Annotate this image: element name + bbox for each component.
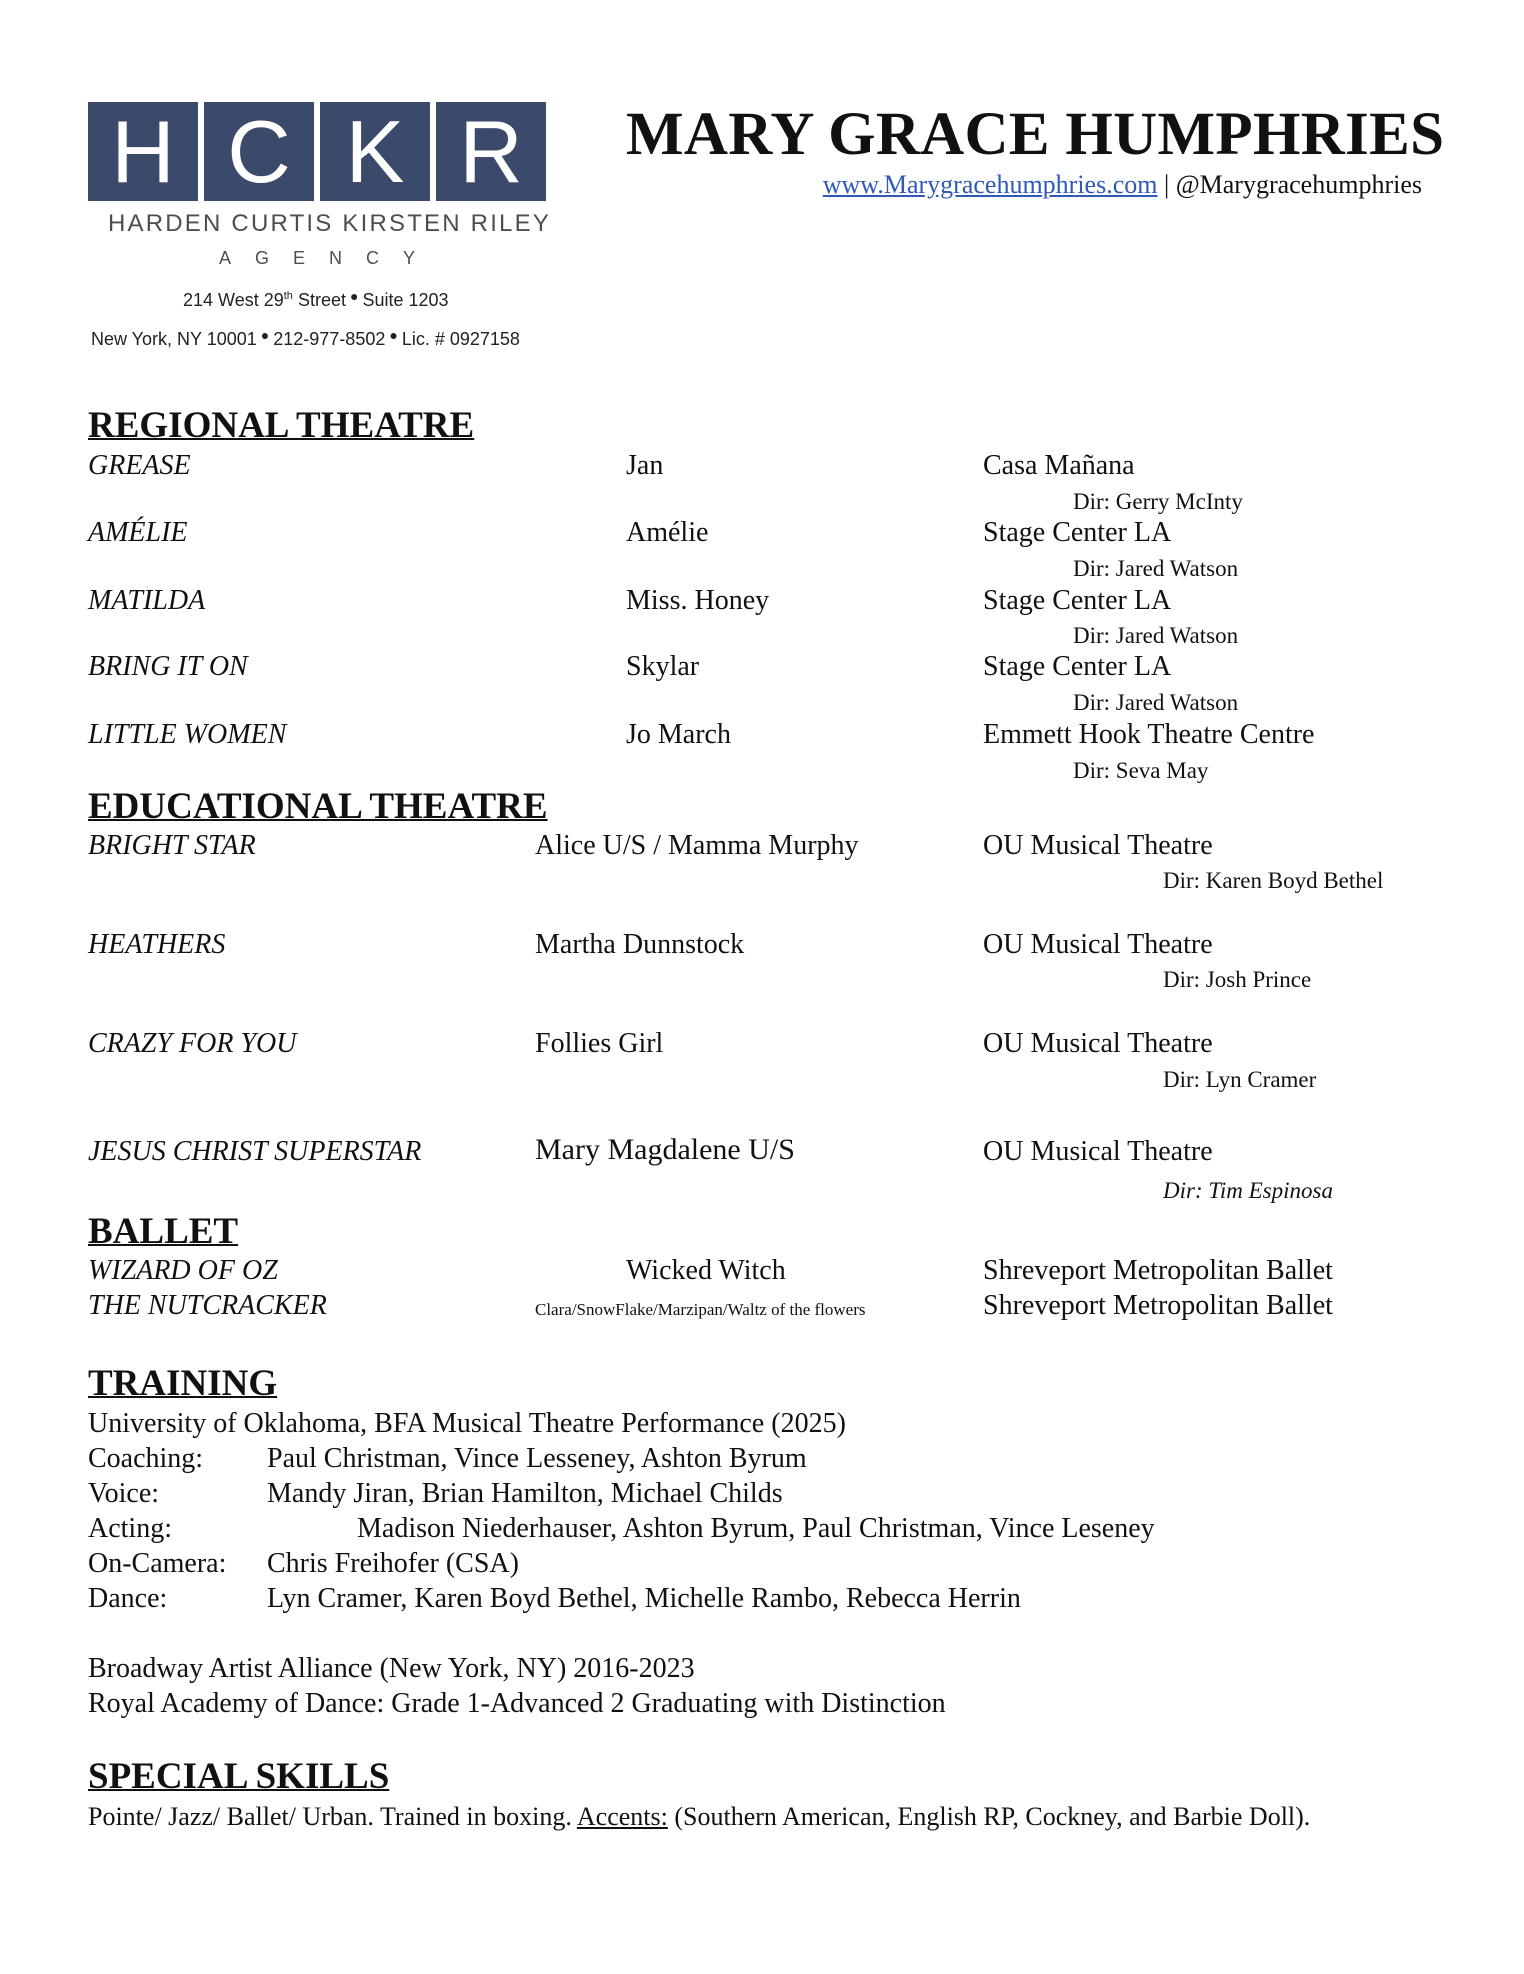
training-value: Madison Niederhauser, Ashton Byrum, Paul Christman, Vince Leseney [357, 1513, 1155, 1544]
agency-logo [88, 101, 552, 268]
contact-line: www.Marygracehumphries.com | @Marygracehumphries [822, 170, 1422, 199]
credit-venue: OU Musical Theatre [983, 830, 1213, 861]
credit-show: BRIGHT STAR [88, 830, 256, 861]
credit-director: Dir: Tim Espinosa [1163, 1178, 1333, 1203]
agency-name: HARDEN CURTIS KIRSTEN RILEY [108, 210, 552, 237]
training-label: Voice: [88, 1478, 160, 1509]
credit-venue: Shreveport Metropolitan Ballet [983, 1290, 1333, 1321]
credit-show: CRAZY FOR YOU [88, 1028, 297, 1059]
agency-sub: AGENCY [219, 248, 440, 268]
training-label: Acting: [88, 1513, 172, 1544]
credit-show: LITTLE WOMEN [88, 719, 287, 750]
credit-director: Dir: Jared Watson [1073, 690, 1239, 715]
social-handle: @Marygracehumphries [1175, 170, 1422, 199]
credit-role: Mary Magdalene U/S [535, 1133, 795, 1166]
credit-role: Clara/SnowFlake/Marzipan/Waltz of the flowers [535, 1300, 866, 1319]
credit-show: THE NUTCRACKER [88, 1290, 327, 1321]
logo-letter-c: C [204, 102, 314, 201]
credit-role: Follies Girl [535, 1028, 664, 1059]
credit-show: JESUS CHRIST SUPERSTAR [88, 1136, 422, 1167]
credit-show: AMÉLIE [88, 517, 188, 548]
training-extra: Royal Academy of Dance: Grade 1-Advanced 2 Graduating with Distinction [88, 1688, 946, 1719]
credit-role: Martha Dunnstock [535, 929, 745, 960]
credit-director: Dir: Jared Watson [1073, 556, 1239, 581]
credit-show: WIZARD OF OZ [88, 1255, 278, 1286]
actor-name: MARY GRACE HUMPHRIES [626, 101, 1445, 168]
training-value: Mandy Jiran, Brian Hamilton, Michael Childs [267, 1478, 783, 1509]
credit-venue: Stage Center LA [983, 517, 1172, 548]
credit-director: Dir: Seva May [1073, 758, 1209, 783]
logo-letter-h: H [88, 102, 198, 201]
credit-role: Amélie [626, 517, 709, 548]
credit-show: BRING IT ON [88, 651, 248, 682]
section-special-skills: SPECIAL SKILLS [88, 1756, 390, 1797]
credit-role: Miss. Honey [626, 585, 770, 616]
credit-role: Skylar [626, 651, 700, 682]
skills-text: Pointe/ Jazz/ Ballet/ Urban. Trained in boxing. Accents: (Southern American, English RP, Cockney, and Barbie Doll). [88, 1802, 1311, 1831]
credit-venue: OU Musical Theatre [983, 1028, 1213, 1059]
logo-letter-k: K [320, 102, 430, 201]
logo-letter-r: R [436, 102, 546, 201]
credit-role: Jo March [626, 719, 731, 750]
credit-role: Alice U/S / Mamma Murphy [535, 830, 859, 861]
credit-role: Jan [626, 450, 664, 481]
credit-venue: OU Musical Theatre [983, 929, 1213, 960]
training-value: Paul Christman, Vince Lesseney, Ashton Byrum [267, 1443, 807, 1474]
website-link[interactable]: www.Marygracehumphries.com [822, 170, 1158, 199]
credit-role: Wicked Witch [626, 1255, 786, 1286]
credit-director: Dir: Jared Watson [1073, 623, 1239, 648]
training-label: Dance: [88, 1583, 168, 1614]
section-ballet: BALLET [88, 1211, 239, 1252]
credit-venue: Shreveport Metropolitan Ballet [983, 1255, 1333, 1286]
agency-address-line1: 214 West 29th Street ● Suite 1203 [183, 288, 449, 310]
credit-show: GREASE [88, 450, 191, 481]
credit-director: Dir: Lyn Cramer [1163, 1067, 1317, 1092]
agency-address-line2: New York, NY 10001 ● 212-977-8502 ● Lic. # 0927158 [91, 327, 520, 349]
credit-director: Dir: Josh Prince [1163, 967, 1312, 992]
section-educational-theatre: EDUCATIONAL THEATRE [88, 786, 548, 827]
credit-venue: Casa Mañana [983, 450, 1135, 481]
credit-show: MATILDA [88, 585, 206, 616]
section-training: TRAINING [88, 1363, 278, 1404]
credit-director: Dir: Karen Boyd Bethel [1163, 868, 1384, 893]
training-degree: University of Oklahoma, BFA Musical Theatre Performance (2025) [88, 1408, 846, 1439]
credit-venue: Stage Center LA [983, 651, 1172, 682]
training-label: Coaching: [88, 1443, 204, 1474]
credit-venue: Stage Center LA [983, 585, 1172, 616]
credit-venue: OU Musical Theatre [983, 1136, 1213, 1167]
credit-venue: Emmett Hook Theatre Centre [983, 719, 1315, 750]
training-value: Chris Freihofer (CSA) [267, 1548, 519, 1579]
credit-director: Dir: Gerry McInty [1073, 489, 1243, 514]
training-extra: Broadway Artist Alliance (New York, NY) 2016-2023 [88, 1653, 695, 1684]
section-regional-theatre: REGIONAL THEATRE [88, 405, 475, 446]
training-label: On-Camera: [88, 1548, 227, 1579]
training-value: Lyn Cramer, Karen Boyd Bethel, Michelle Rambo, Rebecca Herrin [267, 1583, 1021, 1614]
credit-show: HEATHERS [88, 929, 226, 960]
